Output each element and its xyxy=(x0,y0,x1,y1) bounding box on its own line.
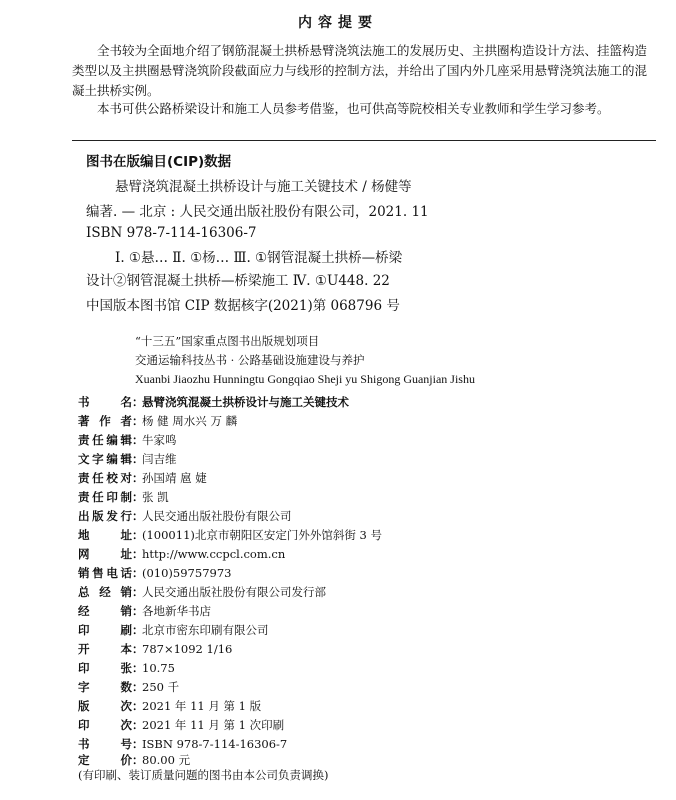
imprint-value: 杨 健 周水兴 万 麟 xyxy=(142,414,238,428)
cip-line-2: 编著. — 北京 : 人民交通出版社股份有限公司，2021. 11 xyxy=(86,204,429,220)
colon: ： xyxy=(132,509,144,523)
imprint-label: 经销 xyxy=(78,604,132,618)
imprint-label: 印次 xyxy=(78,718,132,732)
cip-line-6: 中国版本图书馆 CIP 数据核字(2021)第 068796 号 xyxy=(86,298,400,314)
imprint-value: 2021 年 11 月 第 1 次印刷 xyxy=(142,718,285,732)
colon: ： xyxy=(132,471,144,485)
imprint-value: 人民交通出版社股份有限公司 xyxy=(142,509,292,523)
imprint-row-website xyxy=(78,545,285,563)
imprint-value: 人民交通出版社股份有限公司发行部 xyxy=(142,585,326,599)
colon: ： xyxy=(132,452,144,466)
imprint-value: 80.00 元 xyxy=(142,753,191,767)
imprint-value: 787×1092 1/16 xyxy=(142,642,233,656)
colon: ： xyxy=(132,623,144,637)
colon: ： xyxy=(132,737,144,751)
imprint-row-printing xyxy=(78,716,284,734)
imprint-row-distributor xyxy=(78,583,326,601)
imprint-label: 责任印制 xyxy=(78,490,132,504)
colon: ： xyxy=(132,604,144,618)
colon: ： xyxy=(132,433,144,447)
abstract-title: 内容提要 xyxy=(298,15,378,31)
imprint-row-printer xyxy=(78,621,269,639)
imprint-row-edition xyxy=(78,697,261,715)
imprint-label: 印张 xyxy=(78,661,132,675)
colon: ： xyxy=(132,642,144,656)
cip-line-3: ISBN 978-7-114-16306-7 xyxy=(86,225,257,241)
imprint-label: 责任校对 xyxy=(78,471,132,485)
imprint-value: http://www.ccpcl.com.cn xyxy=(142,547,286,561)
imprint-row-title xyxy=(78,393,349,411)
abstract-paragraph-2: 本书可供公路桥梁设计和施工人员参考借鉴，也可供高等院校相关专业教师和学生学习参考。 xyxy=(97,101,610,116)
imprint-row-editor xyxy=(78,431,177,449)
imprint-row-print-manager xyxy=(78,488,169,506)
pinyin-title: Xuanbi Jiaozhu Hunningtu Gongqiao Sheji yu Shigong Guanjian Jishu xyxy=(135,372,475,386)
imprint-row-sales-phone xyxy=(78,564,231,582)
cip-line-1: 悬臂浇筑混凝土拱桥设计与施工关键技术 / 杨健等 xyxy=(115,179,412,195)
imprint-row-sheets xyxy=(78,659,175,677)
cip-line-5: 设计②钢管混凝土拱桥—桥梁施工 Ⅳ. ①U448. 22 xyxy=(86,273,390,289)
imprint-value: 各地新华书店 xyxy=(142,604,211,618)
imprint-value: (010)59757973 xyxy=(142,566,232,580)
imprint-value: 牛家鸣 xyxy=(142,433,177,447)
imprint-label: 出版发行 xyxy=(78,509,132,523)
imprint-row-word-count xyxy=(78,678,179,696)
imprint-row-format xyxy=(78,640,232,658)
abstract-paragraph-1: 全书较为全面地介绍了钢筋混凝土拱桥悬臂浇筑法施工的发展历史、主拱圈构造设计方法、挂篮构造类型以及主拱圈悬臂浇筑阶段截面应力与线形的控制方法，并给出了国内外几座采用悬臂浇筑法施工的混凝土拱桥实例。 xyxy=(72,43,648,98)
colon: ： xyxy=(132,753,144,767)
colon: ： xyxy=(132,661,144,675)
imprint-value: 悬臂浇筑混凝土拱桥设计与施工关键技术 xyxy=(142,395,349,409)
imprint-value: 张 凯 xyxy=(142,490,169,504)
imprint-value: 闫吉维 xyxy=(142,452,177,466)
imprint-label: 责任编辑 xyxy=(78,433,132,447)
imprint-row-proofreader xyxy=(78,469,207,487)
imprint-label: 总经销 xyxy=(78,585,132,599)
imprint-row-authors xyxy=(78,412,237,430)
imprint-value: 250 千 xyxy=(142,680,180,694)
quality-notice: (有印刷、装订质量问题的图书由本公司负责调换) xyxy=(78,768,329,782)
imprint-value: (100011)北京市朝阳区安定门外外馆斜街 3 号 xyxy=(142,528,382,542)
cip-line-4: Ⅰ. ①悬… Ⅱ. ①杨… Ⅲ. ①钢管混凝土拱桥—桥梁 xyxy=(115,250,403,266)
imprint-label: 地址 xyxy=(78,528,132,542)
imprint-label: 字数 xyxy=(78,680,132,694)
imprint-value: ISBN 978-7-114-16306-7 xyxy=(142,737,288,751)
colon: ： xyxy=(132,585,144,599)
colon: ： xyxy=(132,528,144,542)
colon: ： xyxy=(132,547,144,561)
divider xyxy=(72,140,656,141)
cip-heading: 图书在版编目(CIP)数据 xyxy=(86,154,232,170)
colon: ： xyxy=(132,414,144,428)
imprint-row-address xyxy=(78,526,382,544)
colon: ： xyxy=(132,680,144,694)
imprint-value: 孙国靖 扈 婕 xyxy=(142,471,207,485)
imprint-label: 书名 xyxy=(78,395,132,409)
colon: ： xyxy=(132,490,144,504)
imprint-row-text-editor xyxy=(78,450,177,468)
series-line-1: “十三五”国家重点图书出版规划项目 xyxy=(135,334,320,348)
colon: ： xyxy=(132,566,144,580)
imprint-label: 销售电话 xyxy=(78,566,132,580)
imprint-value: 北京市密东印刷有限公司 xyxy=(142,623,269,637)
imprint-label: 印刷 xyxy=(78,623,132,637)
imprint-row-publisher xyxy=(78,507,292,525)
imprint-label: 版次 xyxy=(78,699,132,713)
colon: ： xyxy=(132,699,144,713)
imprint-value: 2021 年 11 月 第 1 版 xyxy=(142,699,262,713)
imprint-label: 书号 xyxy=(78,737,132,751)
imprint-label: 定价 xyxy=(78,753,132,767)
imprint-row-retailer xyxy=(78,602,211,620)
colon: ： xyxy=(132,718,144,732)
imprint-label: 著作者 xyxy=(78,414,132,428)
imprint-label: 网址 xyxy=(78,547,132,561)
imprint-label: 文字编辑 xyxy=(78,452,132,466)
series-line-2: 交通运输科技丛书 · 公路基础设施建设与养护 xyxy=(135,353,365,367)
colon: ： xyxy=(132,395,144,409)
imprint-label: 开本 xyxy=(78,642,132,656)
imprint-value: 10.75 xyxy=(142,661,175,675)
